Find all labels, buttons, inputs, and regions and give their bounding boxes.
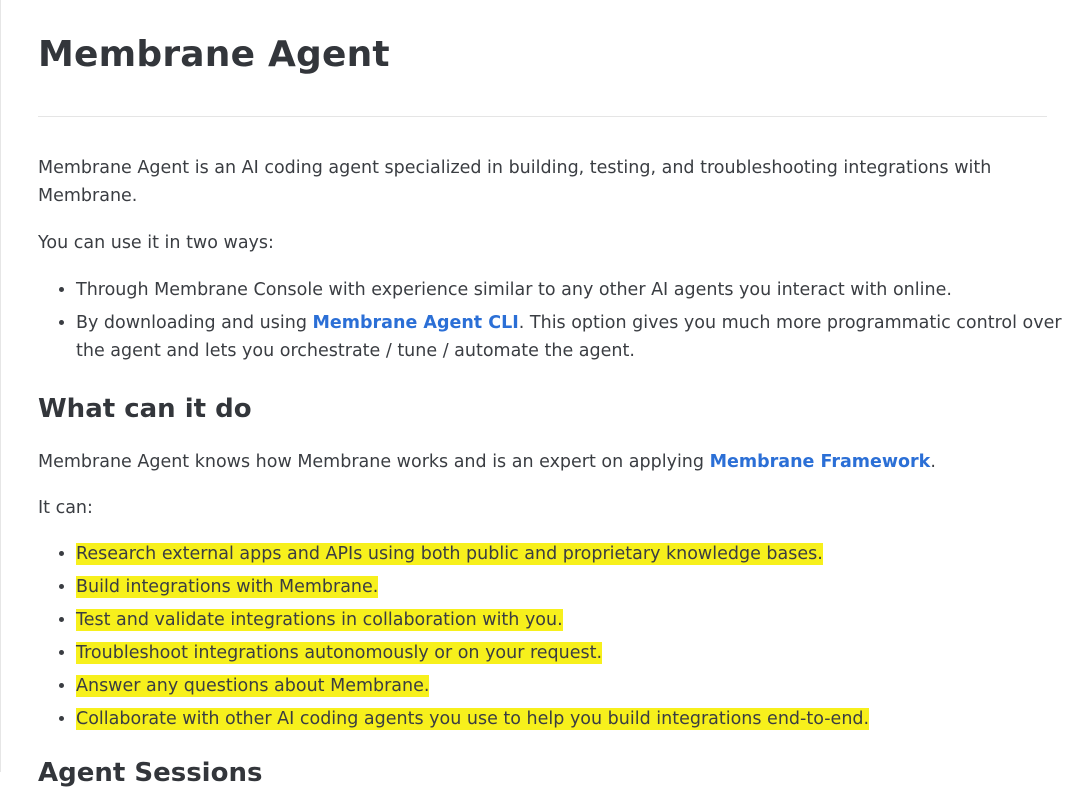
left-border [0, 0, 1, 772]
list-item [76, 573, 1076, 601]
capability-text: Collaborate with other AI coding agents you use to help you build integrations end-to-end. [76, 709, 870, 729]
list-item [76, 606, 1076, 634]
knows-text-before: Membrane Agent knows how Membrane works and is an expert on applying [38, 452, 710, 472]
page-title: Membrane Agent [38, 34, 390, 75]
usage-cli-text-after: . This option gives you much more programmatic control over the agent and lets you orchestrate / tune / automate the agent. [76, 313, 1062, 361]
capability-text: Answer any questions about Membrane. [76, 676, 430, 696]
usage-console-text: Through Membrane Console with experience similar to any other AI agents you interact with online. [76, 280, 952, 300]
title-divider [38, 116, 1047, 117]
section-heading: What can it do [38, 394, 252, 424]
list-item [76, 705, 1076, 733]
usage-cli-text-before: By downloading and using [76, 313, 313, 333]
list-item [76, 276, 1076, 304]
framework-link[interactable]: Membrane Framework [709, 452, 931, 472]
agent-cli-link[interactable]: Membrane Agent CLI [312, 313, 519, 333]
two-ways-paragraph: You can use it in two ways: [38, 233, 274, 253]
usage-list [38, 276, 1076, 370]
list-item [76, 540, 1076, 568]
capabilities-list [38, 540, 1076, 738]
knows-text-after: . [930, 452, 936, 472]
list-item [76, 639, 1076, 667]
knows-paragraph [38, 448, 936, 476]
it-can-paragraph: It can: [38, 498, 93, 518]
capability-text: Build integrations with Membrane. [76, 577, 379, 597]
capability-text: Research external apps and APIs using both public and proprietary knowledge bases. [76, 544, 823, 564]
intro-paragraph: Membrane Agent is an AI coding agent specialized in building, testing, and troubleshooting integrations with Membrane. [38, 158, 992, 206]
next-section-heading: Agent Sessions [38, 758, 263, 788]
list-item [76, 672, 1076, 700]
capability-text: Troubleshoot integrations autonomously or on your request. [76, 643, 603, 663]
list-item [76, 309, 1076, 365]
capability-text: Test and validate integrations in collaboration with you. [76, 610, 563, 630]
